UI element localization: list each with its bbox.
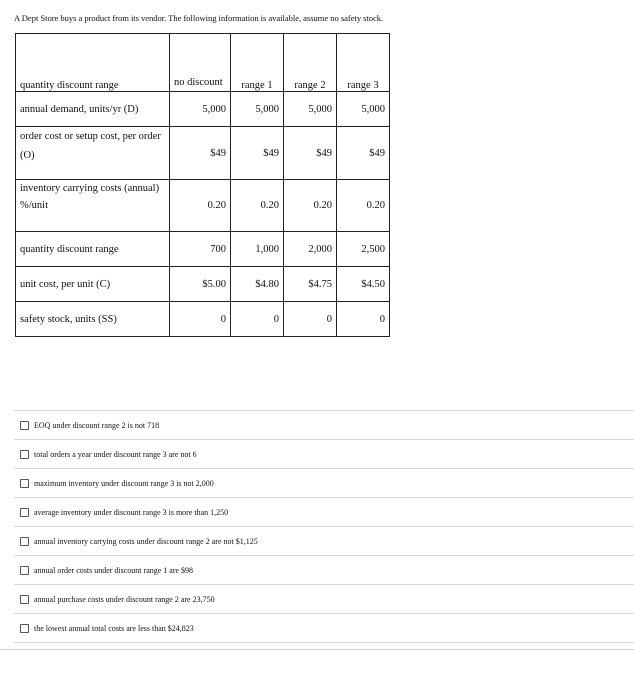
row-label: quantity discount range [16, 232, 170, 267]
cell-value: $4.80 [231, 267, 284, 302]
answer-option[interactable] [14, 410, 634, 439]
answer-option[interactable] [14, 468, 634, 497]
cell-value: 0 [231, 302, 284, 337]
cell-value: $5.00 [170, 267, 231, 302]
checkbox-icon[interactable] [20, 479, 29, 488]
cell-value: 0 [337, 302, 390, 337]
header-range-3: range 3 [337, 34, 390, 92]
cell-value: $49 [231, 127, 284, 180]
header-no-discount: no discount [170, 34, 231, 92]
row-label: annual demand, units/yr (D) [16, 92, 170, 127]
checkbox-icon[interactable] [20, 421, 29, 430]
cell-value: 5,000 [170, 92, 231, 127]
cell-value: 0.20 [284, 180, 337, 232]
cell-value: 0 [284, 302, 337, 337]
answer-option[interactable] [14, 584, 634, 613]
table-row [16, 92, 390, 127]
cell-value: 0.20 [170, 180, 231, 232]
header-range-1: range 1 [231, 34, 284, 92]
row-label: unit cost, per unit (C) [16, 267, 170, 302]
answer-choices [14, 410, 634, 643]
cell-value: 1,000 [231, 232, 284, 267]
answer-option-label: the lowest annual total costs are less than $24,823 [34, 623, 194, 633]
row-label: inventory carrying costs (annual) %/unit [16, 180, 170, 232]
checkbox-icon[interactable] [20, 624, 29, 633]
answer-option-label: average inventory under discount range 3 is more than 1,250 [34, 507, 229, 517]
table-header-row [16, 34, 390, 92]
answer-option[interactable] [14, 439, 634, 468]
table-row [16, 232, 390, 267]
table-row [16, 180, 390, 232]
table-row [16, 267, 390, 302]
table-row [16, 302, 390, 337]
checkbox-icon[interactable] [20, 537, 29, 546]
answer-option-label: annual order costs under discount range 1 are $98 [34, 565, 194, 575]
cell-value: $4.75 [284, 267, 337, 302]
checkbox-icon[interactable] [20, 595, 29, 604]
cell-value: 5,000 [231, 92, 284, 127]
header-range-2: range 2 [284, 34, 337, 92]
inventory-table [15, 33, 390, 337]
answer-option[interactable] [14, 497, 634, 526]
cell-value: 700 [170, 232, 231, 267]
table-row [16, 127, 390, 180]
row-label: safety stock, units (SS) [16, 302, 170, 337]
row-label: order cost or setup cost, per order (O) [16, 127, 170, 180]
checkbox-icon[interactable] [20, 566, 29, 575]
cell-value: 2,000 [284, 232, 337, 267]
answer-option[interactable] [14, 526, 634, 555]
cell-value: 0.20 [337, 180, 390, 232]
cell-value: 0 [170, 302, 231, 337]
cell-value: $49 [337, 127, 390, 180]
header-label: quantity discount range [16, 34, 170, 92]
answer-option-label: maximum inventory under discount range 3 is not 2,000 [34, 478, 214, 488]
cell-value: 5,000 [284, 92, 337, 127]
cell-value: 5,000 [337, 92, 390, 127]
checkbox-icon[interactable] [20, 450, 29, 459]
answer-option-label: annual inventory carrying costs under discount range 2 are not $1,125 [34, 536, 258, 546]
answer-option-label: EOQ under discount range 2 is not 718 [34, 420, 160, 430]
cell-value: $4.50 [337, 267, 390, 302]
answer-option[interactable] [14, 555, 634, 584]
cell-value: 0.20 [231, 180, 284, 232]
cell-value: 2,500 [337, 232, 390, 267]
question-intro: A Dept Store buys a product from its vendor. The following information is available, assume no safety stock. [14, 13, 384, 23]
answer-option-label: annual purchase costs under discount range 2 are 23,750 [34, 594, 215, 604]
answer-option[interactable] [14, 613, 634, 643]
divider [0, 649, 634, 650]
cell-value: $49 [284, 127, 337, 180]
checkbox-icon[interactable] [20, 508, 29, 517]
cell-value: $49 [170, 127, 231, 180]
answer-option-label: total orders a year under discount range 3 are not 6 [34, 449, 197, 459]
